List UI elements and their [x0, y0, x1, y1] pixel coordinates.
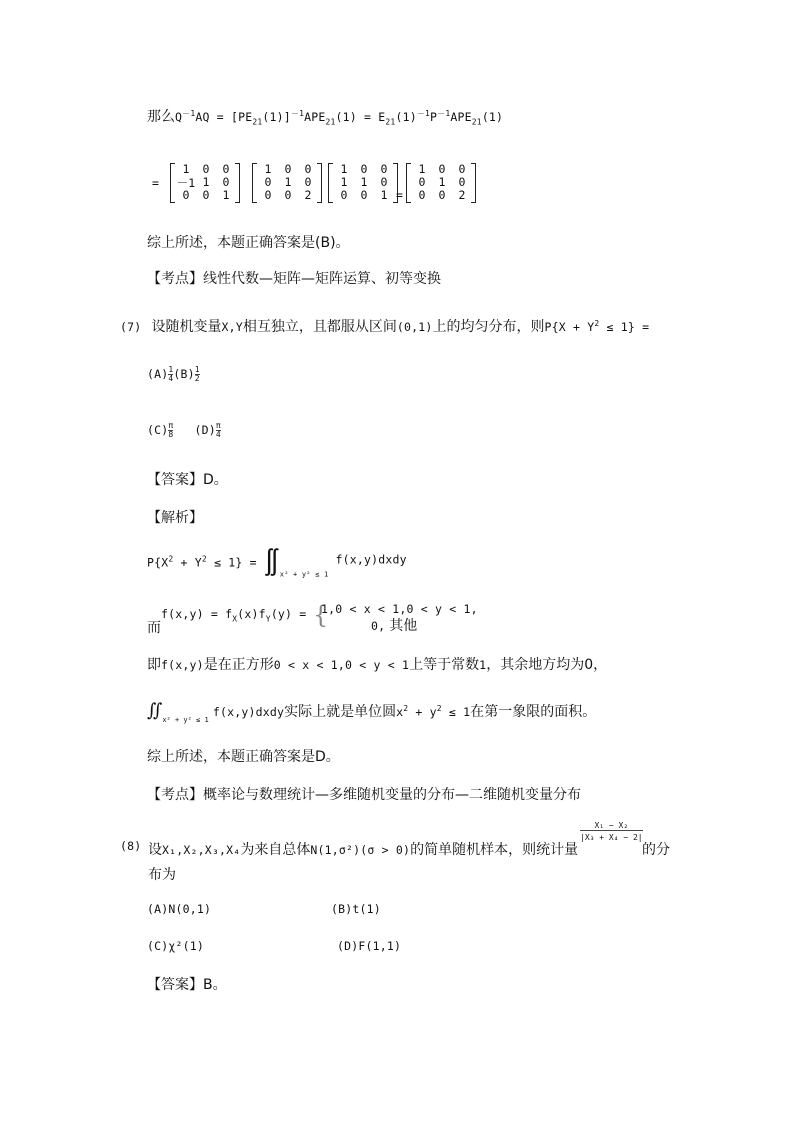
matrix-cell: 0	[222, 175, 230, 189]
matrix-cell: 1	[418, 162, 426, 176]
statistic-fraction: $\frac{\text{X₁ − X₂}}{\text{|X₃ + X₄ − 2|}}$	[580, 821, 643, 842]
matrix-cell: 1	[222, 188, 230, 202]
matrix-cell: 0	[360, 188, 368, 202]
equation-line-1	[147, 106, 503, 126]
text-prefix: 那么	[147, 109, 175, 125]
summary-1: 综上所述，本题正确答案是(B)。	[147, 235, 350, 251]
matrix-cell: 0	[222, 162, 230, 176]
option-a: (A) $\frac{1}{4}$ (B) $\frac{1}{2}$	[147, 365, 200, 383]
matrix-left-bracket	[406, 163, 411, 203]
matrix-cell: 0	[380, 175, 388, 189]
matrix-cell: 1	[202, 175, 210, 189]
solution-line-3: 即f(x,y)是在正方形0 < x < 1,0 < y < 1上等于常数1，其余地方均为0，	[147, 657, 608, 673]
matrix-cell: 0	[202, 188, 210, 202]
matrix-cell: 0	[182, 188, 190, 202]
eq-part: $Q^{-1}AQ = [PE_{21}(1)]^{-1}APE_{21}(1) = E_{21}(1)^{-1}P^{-1}APE_{21}(1)$	[175, 109, 504, 127]
matrix-cell: 0	[284, 188, 292, 202]
matrix-left-bracket	[170, 163, 175, 203]
question-7: (7) 设随机变量X,Y相互独立，且都服从区间(0,1)上的均匀分布，则$P\{X + Y^2 \le 1\}$ =	[120, 319, 650, 335]
matrix-cell: 0	[458, 175, 466, 189]
probability-expr: $P\{X + Y^2 \le 1\}$ =	[544, 319, 650, 334]
jiexi-label: 【解析】	[147, 510, 203, 526]
matrix-cell: 1	[264, 162, 272, 176]
matrix-cell: 0	[418, 188, 426, 202]
piecewise-brace: {	[313, 601, 329, 629]
matrix-cell: 0	[202, 162, 210, 176]
summary-2: 综上所述，本题正确答案是D。	[147, 749, 340, 765]
matrix-cell: 0	[304, 162, 312, 176]
matrix-cell: 1	[360, 175, 368, 189]
matrix-left-bracket	[328, 163, 333, 203]
matrix-4	[406, 162, 476, 204]
matrix-cell: 0	[264, 175, 272, 189]
matrix-left-bracket	[252, 163, 257, 203]
question-number: (7)	[120, 320, 142, 334]
matrix-cell: 1	[438, 175, 446, 189]
matrix-cell: 0	[438, 188, 446, 202]
matrix-cell: 0	[264, 188, 272, 202]
matrix-cell: 2	[304, 188, 312, 202]
kaodian-1: 【考点】线性代数—矩阵—矩阵运算、初等变换	[147, 271, 441, 287]
matrix-cell: 2	[458, 188, 466, 202]
matrix-cell: 0	[304, 175, 312, 189]
solution-line-4: $∬_{x^2 + y^2 \le 1}$ f(x,y)dxdy实际上就是单位圆$x^2 + y^2 \le 1$在第一象限的面积。	[147, 700, 597, 724]
matrix-cell: 0	[360, 162, 368, 176]
matrix-2	[252, 162, 322, 204]
matrix-equation	[152, 162, 472, 206]
matrix-cell: 0	[418, 175, 426, 189]
matrix-cell: 0	[438, 162, 446, 176]
matrix-1	[170, 162, 240, 204]
matrix-cell: －1	[176, 176, 196, 190]
double-integral-symbol: ∬	[263, 548, 280, 578]
q8-option-b: (B)t(1)	[331, 902, 381, 916]
equals-sign: =	[152, 176, 160, 190]
solution-line-1: $P\{X^2 + Y^2 \le 1\}$ = $∬_{x^2 + y^2 \le 1}$ f(x,y)dxdy	[147, 548, 407, 579]
matrix-cell: 0	[458, 162, 466, 176]
matrix-cell: 1	[284, 175, 292, 189]
equals-sign-2: =	[396, 188, 404, 202]
answer-8: 【答案】B。	[147, 977, 227, 993]
question-number: (8)	[120, 839, 142, 853]
matrix-cell: 1	[182, 162, 190, 176]
q8-option-d: (D)F(1,1)	[337, 939, 402, 953]
matrix-cell: 0	[380, 162, 388, 176]
matrix-cell: 1	[340, 162, 348, 176]
q8-option-a: (A)N(0,1)	[147, 902, 212, 916]
answer-7: 【答案】D。	[147, 472, 228, 488]
matrix-cell: 1	[380, 188, 388, 202]
matrix-cell: 0	[340, 188, 348, 202]
matrix-cell: 0	[284, 162, 292, 176]
kaodian-2: 【考点】概率论与数理统计—多维随机变量的分布—二维随机变量分布	[147, 787, 581, 803]
question-8: (8) 设X₁,X₂,X₃,X₄为来自总体N(1,σ²)(σ > 0)的简单随机样本，则统计量 $\frac{\text{X₁ − X₂}}{\text{|X₃ + X₄ − 2|}}$ 的分 布为	[120, 821, 670, 883]
option-c-d: (C) $\frac{\pi}{8}$ (D) $\frac{\pi}{4}$	[147, 421, 221, 439]
q8-option-c: (C)χ²(1)	[147, 939, 204, 953]
matrix-cell: 1	[340, 175, 348, 189]
matrix-3	[328, 162, 398, 204]
solution-line-2: 而 $f(x,y) = f_X(x)f_Y(y)$ = { 1,0 < x < 1,0 < y < 1, 0, 其他	[147, 601, 478, 636]
